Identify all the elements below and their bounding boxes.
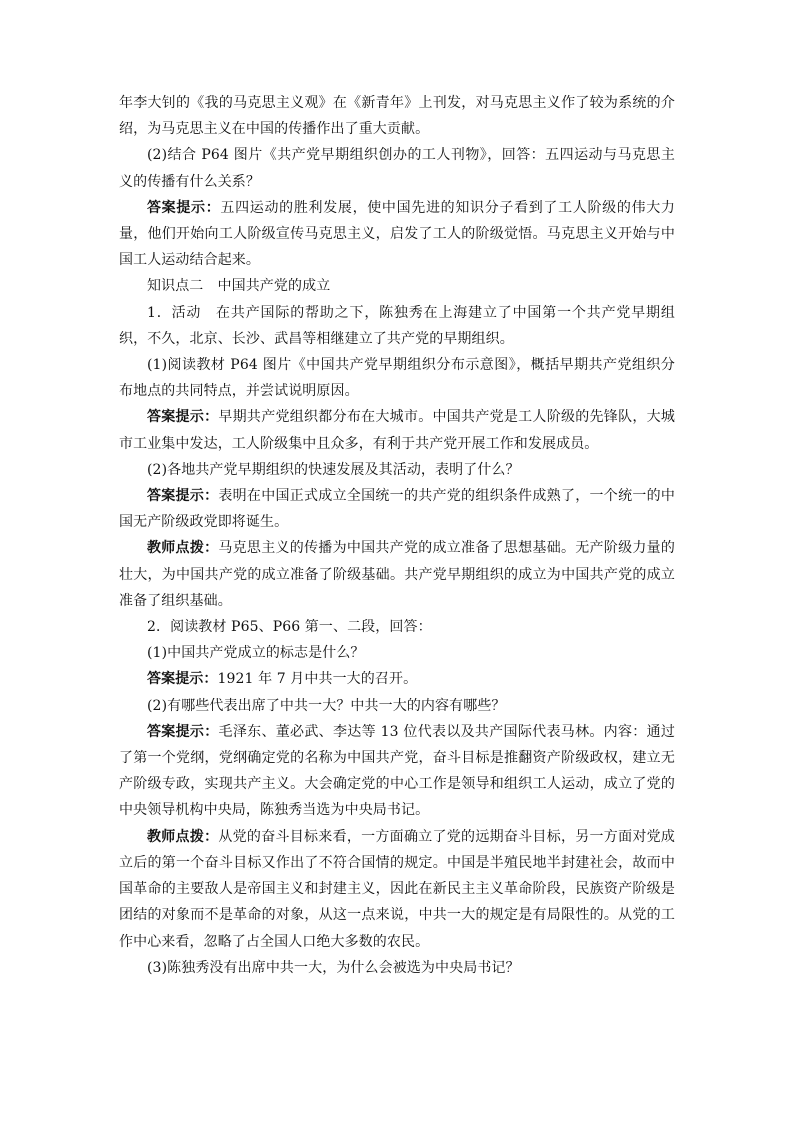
answer-hint-label: 答案提示：	[147, 671, 218, 688]
paragraph-text: 从党的奋斗目标来看，一方面确立了党的远期奋斗目标，另一方面对党成立后的第一个奋斗目标又作出了不符合国情的规定。中国是半殖民地半封建社会，故而中国革命的主要敌人是帝国主义和封建主义，因此在新民主主义革命阶段，民族资产阶级是团结的对象而不是革命的对象，从这一点来说，中共一大的规定是有局限性的。从党的工作中心来看，忽略了占全国人口绝大多数的农民。	[119, 828, 675, 950]
paragraph-2	[119, 195, 675, 274]
paragraph-9	[119, 535, 675, 614]
paragraph-text: 1921 年 7 月中共一大的召开。	[217, 671, 418, 688]
paragraph-text: (2)有哪些代表出席了中共一大？中共一大的内容有哪些？	[147, 697, 506, 714]
answer-hint-label: 答案提示：	[147, 488, 219, 505]
paragraph-text: 1．活动 在共产国际的帮助之下，陈独秀在上海建立了中国第一个共产党早期组织，不久，北京、长沙、武昌等相继建立了共产党的早期组织。	[119, 304, 675, 347]
document-body	[119, 90, 675, 981]
paragraph-text: 2．阅读教材 P65、P66 第一、二段，回答：	[147, 619, 432, 636]
paragraph-text: 毛泽东、董必武、李达等 13 位代表以及共产国际代表马林。内容：通过了第一个党纲，党纲确定党的名称为中国共产党，奋斗目标是推翻资产阶级政权，建立无产阶级专政，实现共产主义。大会确定党的中心工作是领导和组织工人运动，成立了党的中央领导机构中央局，陈独秀当选为中央局书记。	[119, 723, 675, 819]
paragraph-text: (2)各地共产党早期组织的快速发展及其活动，表明了什么？	[147, 461, 520, 478]
answer-hint-label: 答案提示：	[147, 723, 219, 740]
answer-hint-label: 答案提示：	[147, 409, 219, 426]
paragraph-text: 表明在中国正式成立全国统一的共产党的组织条件成熟了，一个统一的中国无产阶级政党即将诞生。	[119, 488, 675, 531]
paragraph-11	[119, 640, 675, 666]
paragraph-text: 早期共产党组织都分布在大城市。中国共产党是工人阶级的先锋队，大城市工业集中发达，工人阶级集中且众多，有利于共产党开展工作和发展成员。	[119, 409, 675, 452]
teacher-note-label: 教师点拨：	[147, 540, 219, 557]
paragraph-5	[119, 352, 675, 404]
paragraph-13	[119, 693, 675, 719]
paragraph-text: (1)阅读教材 P64 图片《中国共产党早期组织分布示意图》，概括早期共产党组织分布地点的共同特点，并尝试说明原因。	[119, 357, 675, 400]
teacher-note-label: 教师点拨：	[147, 828, 219, 845]
paragraph-6	[119, 404, 675, 456]
paragraph-text: (1)中国共产党成立的标志是什么？	[147, 645, 365, 662]
paragraph-16	[119, 955, 675, 981]
section-heading	[119, 273, 675, 299]
paragraph-text: (3)陈独秀没有出席中共一大，为什么会被选为中央局书记？	[147, 959, 520, 976]
paragraph-8	[119, 483, 675, 535]
paragraph-1	[119, 142, 675, 194]
paragraph-7	[119, 457, 675, 483]
answer-hint-label: 答案提示：	[147, 199, 221, 216]
paragraph-15	[119, 824, 675, 955]
paragraph-text: 知识点二 中国共产党的成立	[147, 278, 331, 295]
paragraph-12	[119, 666, 675, 692]
paragraph-text: 年李大钊的《我的马克思主义观》在《新青年》上刊发，对马克思主义作了较为系统的介绍，为马克思主义在中国的传播作出了重大贡献。	[119, 95, 675, 138]
paragraph-4	[119, 300, 675, 352]
paragraph-0	[119, 90, 675, 142]
paragraph-text: 马克思主义的传播为中国共产党的成立准备了思想基础。无产阶级力量的壮大，为中国共产党的成立准备了阶级基础。共产党早期组织的成立为中国共产党的成立准备了组织基础。	[119, 540, 675, 609]
paragraph-10	[119, 614, 675, 640]
paragraph-14	[119, 719, 675, 824]
paragraph-text: (2)结合 P64 图片《共产党早期组织创办的工人刊物》，回答：五四运动与马克思主义的传播有什么关系？	[119, 147, 675, 190]
paragraph-text: 五四运动的胜利发展，使中国先进的知识分子看到了工人阶级的伟大力量，他们开始向工人阶级宣传马克思主义，启发了工人的阶级觉悟。马克思主义开始与中国工人运动结合起来。	[119, 199, 675, 269]
